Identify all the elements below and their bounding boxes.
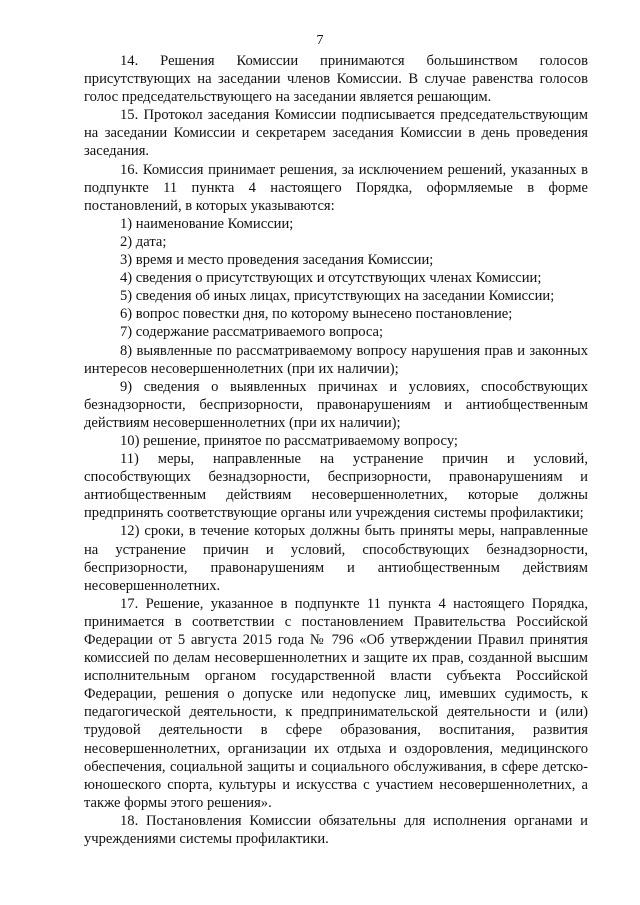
document-body xyxy=(84,52,588,848)
list-item: 5) сведения об иных лицах, присутствующих на заседании Комиссии; xyxy=(120,288,555,305)
paragraph: 8) выявленные по рассматриваемому вопросу нарушения прав и законных интересов несовершеннолетних (при их наличии); xyxy=(84,342,588,377)
paragraph: 18. Постановления Комиссии обязательны для исполнения органами и учреждениями системы профилактики. xyxy=(84,812,588,848)
paragraph: 11) меры, направленные на устранение причин и условий, способствующих безнадзорности, беспризорности, правонарушениям и антиобщественным действиям несовершеннолетних, которые должны предпринять соответствующие органы или учреждения системы профилактики; xyxy=(84,451,588,522)
list-item: 2) дата; xyxy=(120,233,167,250)
paragraph: 14. Решения Комиссии принимаются большинством голосов присутствующих на заседании членов Комиссии. В случае равенства голосов голос председательствующего на заседании является решающим. xyxy=(84,53,588,106)
paragraph: 17. Решение, указанное в подпункте 11 пункта 4 настоящего Порядка, принимается в соответствии с постановлением Правительства Российской Федерации от 5 августа 2015 года № 796 «Об утверждении Правил принятия комиссией по делам несовершеннолетних и защите их прав, созданной высшим исполнительным органом государственной власти субъекта Российской Федерации, решения о допуске или недопуске лиц, имевших судимость, к педагогической деятельности, к предпринимательской деятельности и (или) трудовой деятельности в сфере образования, воспитания, развития несовершеннолетних, организации их отдыха и оздоровления, медицинского обеспечения, социальной защиты и социального обслуживания, в сфере детско-юношеского спорта, культуры и искусства с участием несовершеннолетних, а также формы этого решения». xyxy=(84,595,588,811)
list-item: 7) содержание рассматриваемого вопроса; xyxy=(120,324,384,341)
list-item: 3) время и место проведения заседания Комиссии; xyxy=(120,252,434,269)
paragraph: 16. Комиссия принимает решения, за исключением решений, указанных в подпункте 11 пункта 4 настоящего Порядка, оформляемые в форме постановлений, в которых указываются: xyxy=(84,161,588,214)
list-item: 10) решение, принятое по рассматриваемому вопросу; xyxy=(120,432,458,449)
paragraph: 9) сведения о выявленных причинах и условиях, способствующих безнадзорности, беспризорности, правонарушениям и антиобщественным действиям несовершеннолетних (при их наличии); xyxy=(84,378,588,431)
paragraph: 12) сроки, в течение которых должны быть приняты меры, направленные на устранение причин и условий, способствующих безнадзорности, беспризорности, правонарушениям и антиобщественным действиям несовершеннолетних. xyxy=(84,523,588,594)
list-item: 4) сведения о присутствующих и отсутствующих членах Комиссии; xyxy=(120,270,542,287)
paragraph: 15. Протокол заседания Комиссии подписывается председательствующим на заседании Комиссии и секретарем заседания Комиссии в день проведения заседания. xyxy=(84,107,588,160)
list-item: 1) наименование Комиссии; xyxy=(120,215,294,232)
list-item: 6) вопрос повестки дня, по которому вынесено постановление; xyxy=(120,306,513,323)
page-number: 7 xyxy=(316,33,324,48)
